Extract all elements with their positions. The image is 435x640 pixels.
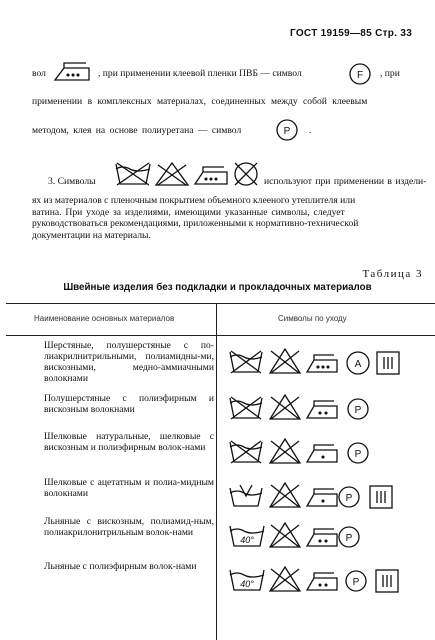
text-line: ях из материалов с пленочным покрытием объемного клееного утеплителя или — [32, 195, 356, 206]
table-row-text: Шерстяные, полушерстяные с по-лиакрилнитрильными, полиамидны-ми, вискозными, медно-аммиачными волокнами — [44, 340, 214, 384]
iron-icon — [304, 570, 340, 592]
no-wash-icon — [114, 160, 152, 188]
circle-p-icon — [336, 484, 362, 510]
column-header-materials: Наименование основных материалов — [34, 314, 175, 323]
circle-f-icon — [349, 63, 371, 85]
no-bleach-icon — [268, 392, 302, 422]
paragraph — [32, 195, 428, 241]
circle-p-icon — [345, 440, 371, 466]
no-bleach-icon — [268, 436, 302, 466]
dry-flat-icon — [374, 568, 400, 594]
table-header-rule — [6, 335, 435, 336]
svg-text:F: F — [356, 70, 364, 81]
page-header: ГОСТ 19159—85 Стр. 33 — [290, 28, 413, 39]
dry-flat-icon — [368, 484, 394, 510]
no-wash-icon — [228, 348, 264, 376]
table-row-text: Полушерстяные с полиэфирным и вискозным волокнами — [44, 393, 214, 415]
wash-40-icon — [228, 522, 266, 550]
no-wash-icon — [228, 394, 264, 422]
no-dryclean-icon — [232, 160, 260, 188]
svg-text:P: P — [345, 533, 353, 544]
text-fragment: используют при применении в издели- — [264, 176, 427, 187]
text-line: применении в комплексных материалах, соединенных между собой клеевым — [32, 96, 368, 107]
svg-text:P: P — [352, 577, 360, 588]
iron-icon — [304, 442, 340, 464]
no-bleach-icon — [268, 564, 302, 594]
iron-icon — [52, 60, 92, 82]
no-wash-icon — [228, 438, 264, 466]
svg-text:40°: 40° — [240, 579, 254, 589]
table-top-rule — [6, 303, 435, 304]
table-row-text: Шелковые с ацетатным и полиа-мидным волокнами — [44, 477, 214, 499]
text-fragment: вол — [32, 68, 46, 79]
circle-p-icon — [343, 568, 369, 594]
no-bleach-icon — [154, 160, 190, 188]
wash-40-icon — [228, 566, 266, 594]
text-fragment: , при применении клеевой пленки ПВБ — символ — [98, 68, 302, 79]
table-row-text: Льняные с вискозным, полиамид-ным, полиакрилонитрильным волок-нами — [44, 516, 214, 538]
svg-text:P: P — [354, 449, 362, 460]
svg-text:40°: 40° — [240, 535, 254, 545]
table-label: Таблица 3 — [362, 268, 423, 280]
iron-icon — [304, 352, 340, 374]
hand-wash-icon — [228, 482, 264, 510]
text-line: руководствоваться рекомендациями, приложенными к нормативно-технической — [32, 218, 359, 229]
text-fragment: 3. Символы — [48, 176, 96, 187]
text-line: документации на материалы. — [32, 229, 151, 241]
text-fragment: , при — [380, 68, 400, 79]
table-row-text: Льняные с полиэфирным волок-нами — [44, 561, 197, 572]
iron-icon — [304, 398, 340, 420]
column-header-symbols: Символы по уходу — [278, 314, 347, 323]
iron-icon — [304, 526, 340, 548]
circle-p-icon — [276, 119, 298, 141]
text-line: ватина. При уходе за изделиями, имеющими указанные символы, следует — [32, 206, 345, 218]
circle-a-icon — [345, 350, 371, 376]
table-column-divider — [216, 303, 217, 640]
text-line: методом, клея на основе полиуретана — символ — [32, 125, 242, 136]
text-fragment: . — [309, 125, 312, 136]
iron-icon — [192, 164, 230, 186]
svg-text:A: A — [354, 359, 362, 370]
no-bleach-icon — [268, 520, 302, 550]
svg-text:P: P — [283, 126, 291, 137]
table-title: Швейные изделия без подкладки и прокладочных материалов — [63, 282, 372, 293]
svg-text:P: P — [345, 493, 353, 504]
iron-icon — [304, 486, 340, 508]
circle-p-icon — [336, 524, 362, 550]
no-bleach-icon — [268, 346, 302, 376]
circle-p-icon — [345, 396, 371, 422]
no-bleach-icon — [268, 480, 302, 510]
table-row-text: Шелковые натуральные, шелковые с вискозным и полиэфирным волок-нами — [44, 431, 214, 453]
dry-flat-icon — [375, 350, 401, 376]
svg-text:P: P — [354, 405, 362, 416]
